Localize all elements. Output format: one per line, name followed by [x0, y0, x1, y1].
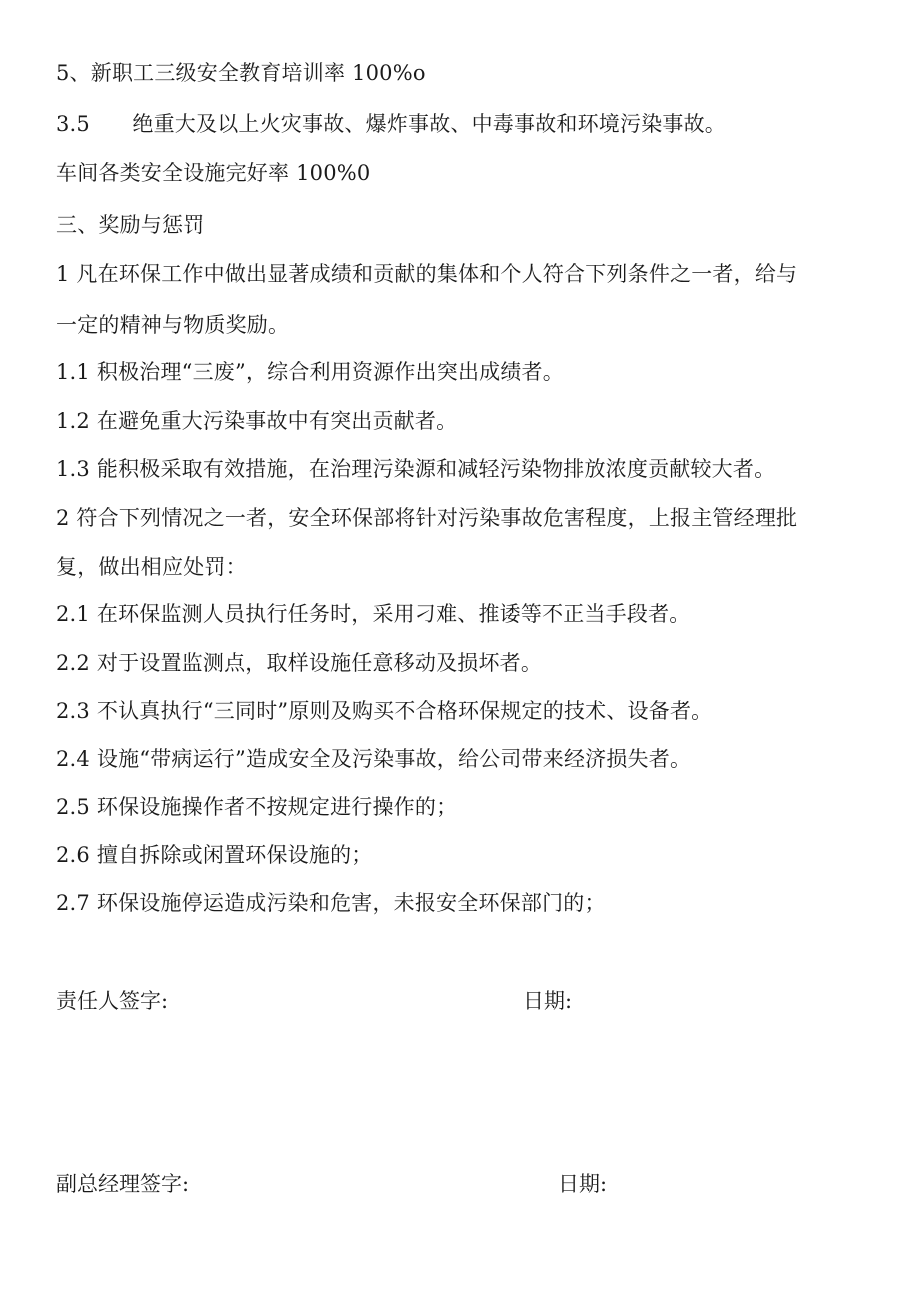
- text-line: 2 符合下列情况之一者，安全环保部将针对污染事故危害程度，上报主管经理批: [56, 506, 798, 530]
- text-line: 2.5 环保设施操作者不按规定进行操作的；: [56, 795, 458, 819]
- text-line: 2.6 擅自拆除或闲置环保设施的；: [56, 843, 373, 867]
- text-line: 2.2 对于设置监测点，取样设施任意移动及损坏者。: [56, 651, 543, 675]
- text-line: 1.3 能积极采取有效措施，在治理污染源和减轻污染物排放浓度贡献较大者。: [56, 457, 776, 481]
- text-line: 2.7 环保设施停运造成污染和危害，未报安全环保部门的；: [56, 891, 606, 915]
- text-line: 1 凡在环保工作中做出显著成绩和贡献的集体和个人符合下列条件之一者，给与: [56, 262, 798, 286]
- text-line: 2.3 不认真执行“三同时”原则及购买不合格环保规定的技术、设备者。: [56, 699, 713, 723]
- responsible-signature-label: 责任人签字:: [56, 989, 169, 1013]
- text-line: 1.1 积极治理“三废”，综合利用资源作出突出成绩者。: [56, 360, 564, 384]
- text-line: 2.4 设施“带病运行”造成安全及污染事故，给公司带来经济损失者。: [56, 747, 692, 771]
- text-line: 复，做出相应处罚：: [56, 555, 247, 579]
- responsible-date-label: 日期:: [523, 989, 573, 1013]
- text-line: 3.5 绝重大及以上火灾事故、爆炸事故、中毒事故和环境污染事故。: [56, 112, 726, 136]
- text-line: 车间各类安全设施完好率 100%0: [56, 161, 371, 185]
- text-line: 一定的精神与物质奖励。: [56, 313, 290, 337]
- text-line: 5、新职工三级安全教育培训率 100%o: [56, 61, 426, 85]
- deputy-date-label: 日期:: [558, 1172, 608, 1196]
- section-heading: 三、奖励与惩罚: [56, 213, 205, 237]
- text-line: 2.1 在环保监测人员执行任务时，采用刁难、推诿等不正当手段者。: [56, 602, 691, 626]
- text-line: 1.2 在避免重大污染事故中有突出贡献者。: [56, 409, 458, 433]
- deputy-manager-signature-label: 副总经理签字:: [56, 1172, 190, 1196]
